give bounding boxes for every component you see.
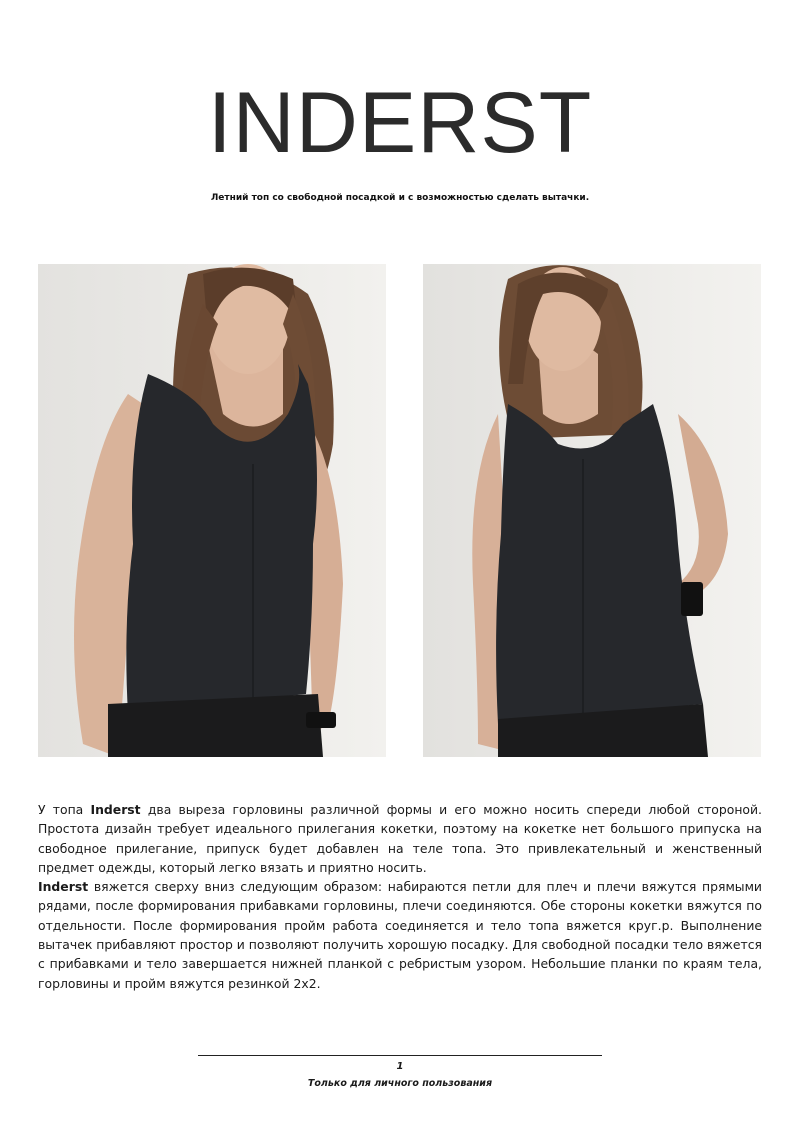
footer-divider [198,1055,602,1056]
document-subtitle: Летний топ со свободной посадкой и с возможностью сделать вытачки. [210,193,590,203]
paragraph-1-lead: У топа [38,802,91,817]
footer-note: Только для личного пользования [307,1078,493,1089]
paragraph-2-text: вяжется сверху вниз следующим образом: набираются петли для плеч и плечи вяжутся прямыми рядами, после формирования прибавками горловины, плечи соединяются. Обе стороны кокетки вяжутся по отдельности. После формирования пройм работа соединяется и тело топа вяжется круг.р. Выполнение вытачек прибавляют простор и позволяют получить хорошую посадку. Для свободной посадки тело вяжется с прибавками и тело завершается нижней планкой с ребристым узором. Небольшие планки по краям тела, горловины и пройм вяжутся резинкой 2х2. [38,879,762,991]
description-text [38,800,762,993]
document-title: INDERST [207,75,593,171]
photo-model-side [423,264,761,757]
brand-name: Inderst [90,802,141,817]
page-number: 1 [396,1061,404,1072]
description-paragraph-2 [38,877,762,993]
brand-name: Inderst [38,879,89,895]
paragraph-1-text: два выреза горловины различной формы и его можно носить спереди любой стороной. Простота дизайн требует идеального прилегания кокетки, поэтому на кокетке нет большого припуска на свободное прилегание, припуск будет добавлен на теле топа. Это привлекательный и женственный предмет одежды, который легко вязать и приятно носить. [38,802,762,875]
photo-model-front-icon [38,264,386,757]
photo-model-front [38,264,386,757]
photo-model-side-icon [423,264,761,757]
description-paragraph-1 [38,800,762,877]
